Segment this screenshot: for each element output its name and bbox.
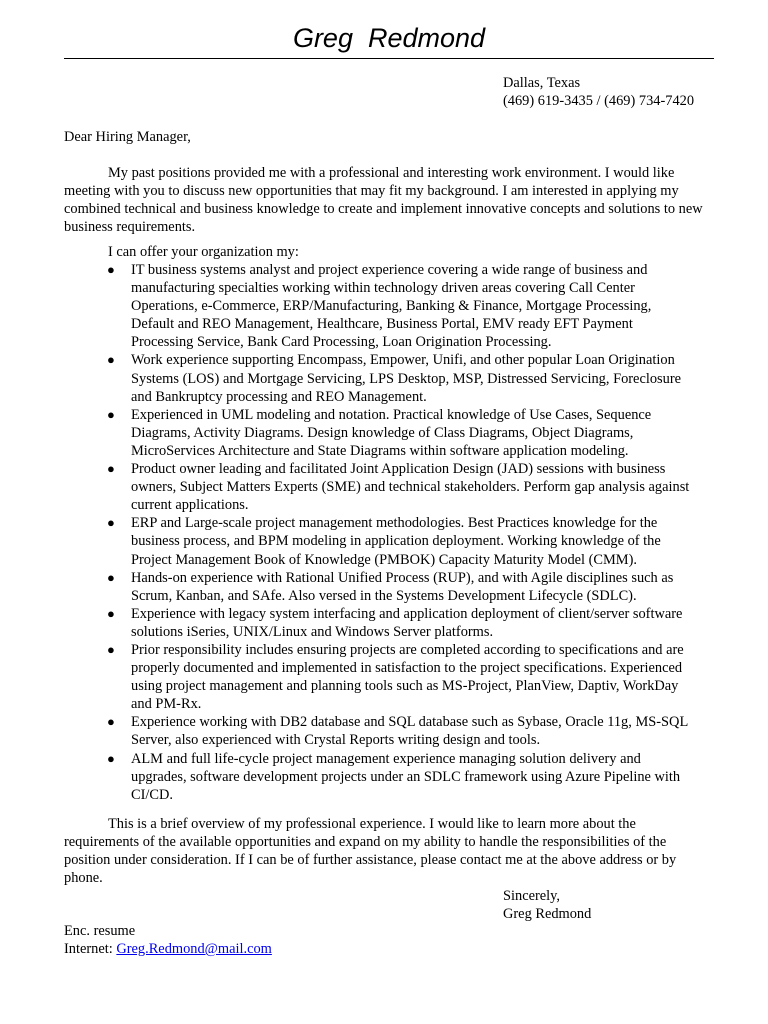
qualification-item	[64, 261, 694, 351]
signature-block	[503, 887, 591, 923]
qualification-item	[64, 641, 694, 713]
qualification-text: IT business systems analyst and project experience covering a wide range of business and manufacturing specialties working within technology driven areas covering Call Center Operations, e-Commerce, ERP/Manufacturing, Banking & Finance, Mortgage Processing, Default and REO Management, Healthcare, Business Portal, EMV ready EFT Payment Processing Service, Bank Card Processing, Loan Origination Processing.	[131, 262, 652, 351]
qualification-item	[64, 605, 694, 641]
qualification-text: Product owner leading and facilitated Joint Application Design (JAD) sessions with business owners, Subject Matters Experts (SME) and technical stakeholders. Perform gap analysis against current applications.	[131, 461, 690, 514]
bullet-icon: ●	[107, 262, 115, 277]
qualification-text: Experienced in UML modeling and notation. Practical knowledge of Use Cases, Sequence Diagrams, Activity Diagrams. Design knowledge of Class Diagrams, Object Diagrams, MicroServices Architecture and State Diagrams within software application modeling.	[131, 406, 652, 459]
bullet-icon: ●	[107, 515, 115, 531]
bullet-icon: ●	[107, 352, 115, 368]
bullet-icon: ●	[107, 406, 115, 422]
qualification-text: Prior responsibility includes ensuring projects are completed according to specifications and are properly documented and implemented in satisfaction to the project specifications. Experienced using project management and planning tools such as MS-Project, PlanView, Daptiv, WorkDay and PM-Rx.	[131, 641, 684, 713]
email-link[interactable]: Greg.Redmond@mail.com	[116, 941, 272, 957]
qualification-item	[64, 569, 694, 605]
bullet-icon: ●	[107, 569, 115, 585]
closing-paragraph: This is a brief overview of my professional experience. I would like to learn more about the requirements of the available opportunities and expand on my ability to handle the responsibilities of the position under consideration. If I can be of further assistance, please contact me at the above address or by phone.	[64, 816, 677, 887]
address-block	[503, 74, 694, 110]
bullet-icon: ●	[107, 461, 115, 477]
signature-name: Greg Redmond	[503, 906, 592, 923]
qualification-text: Work experience supporting Encompass, Empower, Unifi, and other popular Loan Origination Systems (LOS) and Mortgage Servicing, LPS Desktop, MSP, Distressed Servicing, Foreclosure and Bankruptcy processing and REO Management.	[131, 352, 681, 405]
qualification-item	[64, 750, 694, 804]
bullet-icon: ●	[107, 641, 115, 657]
bullet-icon: ●	[107, 605, 115, 621]
bullet-icon: ●	[107, 750, 115, 766]
qualification-item	[64, 514, 694, 568]
enclosure-note: Enc. resume	[64, 923, 136, 939]
sign-off: Sincerely,	[503, 888, 561, 904]
offer-line: I can offer your organization my:	[108, 244, 299, 260]
internet-line	[64, 940, 272, 958]
address-city: Dallas, Texas	[503, 75, 581, 91]
qualification-text: ALM and full life-cycle project management experience managing solution delivery and upgrades, software development projects under an SDLC framework using Azure Pipeline with CI/CD.	[131, 750, 681, 803]
internet-label: Internet:	[64, 941, 117, 957]
address-phones: (469) 619-3435 / (469) 734-7420	[503, 93, 695, 110]
applicant-name-heading: Greg Redmond	[292, 23, 486, 53]
salutation: Dear Hiring Manager,	[64, 129, 191, 145]
bullet-icon: ●	[107, 714, 115, 730]
qualification-text: Experience working with DB2 database and SQL database such as Sybase, Oracle 11g, MS-SQL Server, also experienced with Crystal Reports writing design and tools.	[131, 714, 688, 749]
qualification-item	[64, 460, 694, 514]
qualification-item	[64, 351, 694, 405]
qualification-text: ERP and Large-scale project management methodologies. Best Practices knowledge for the business process, and BPM modeling in application deployment. Working knowledge of the Project Management Book of Knowledge (PMBOK) Capacity Maturity Model (CMM).	[131, 515, 661, 568]
qualification-item	[64, 406, 694, 460]
qualification-item	[64, 713, 694, 749]
intro-paragraph: My past positions provided me with a professional and interesting work environment. I would like meeting with you to discuss new opportunities that may fit my background. I am interested in applying my combined technical and business knowledge to create and implement innovative concepts and solutions to new business requirements.	[64, 165, 703, 236]
qualifications-list	[64, 261, 694, 804]
qualification-text: Experience with legacy system interfacing and application deployment of client/server software solutions iSeries, UNIX/Linux and Windows Server platforms.	[131, 605, 683, 640]
qualification-text: Hands-on experience with Rational Unified Process (RUP), and with Agile disciplines such as Scrum, Kanban, and SAfe. Also versed in the Systems Development Lifecycle (SDLC).	[131, 569, 674, 604]
header-rule	[64, 58, 714, 59]
